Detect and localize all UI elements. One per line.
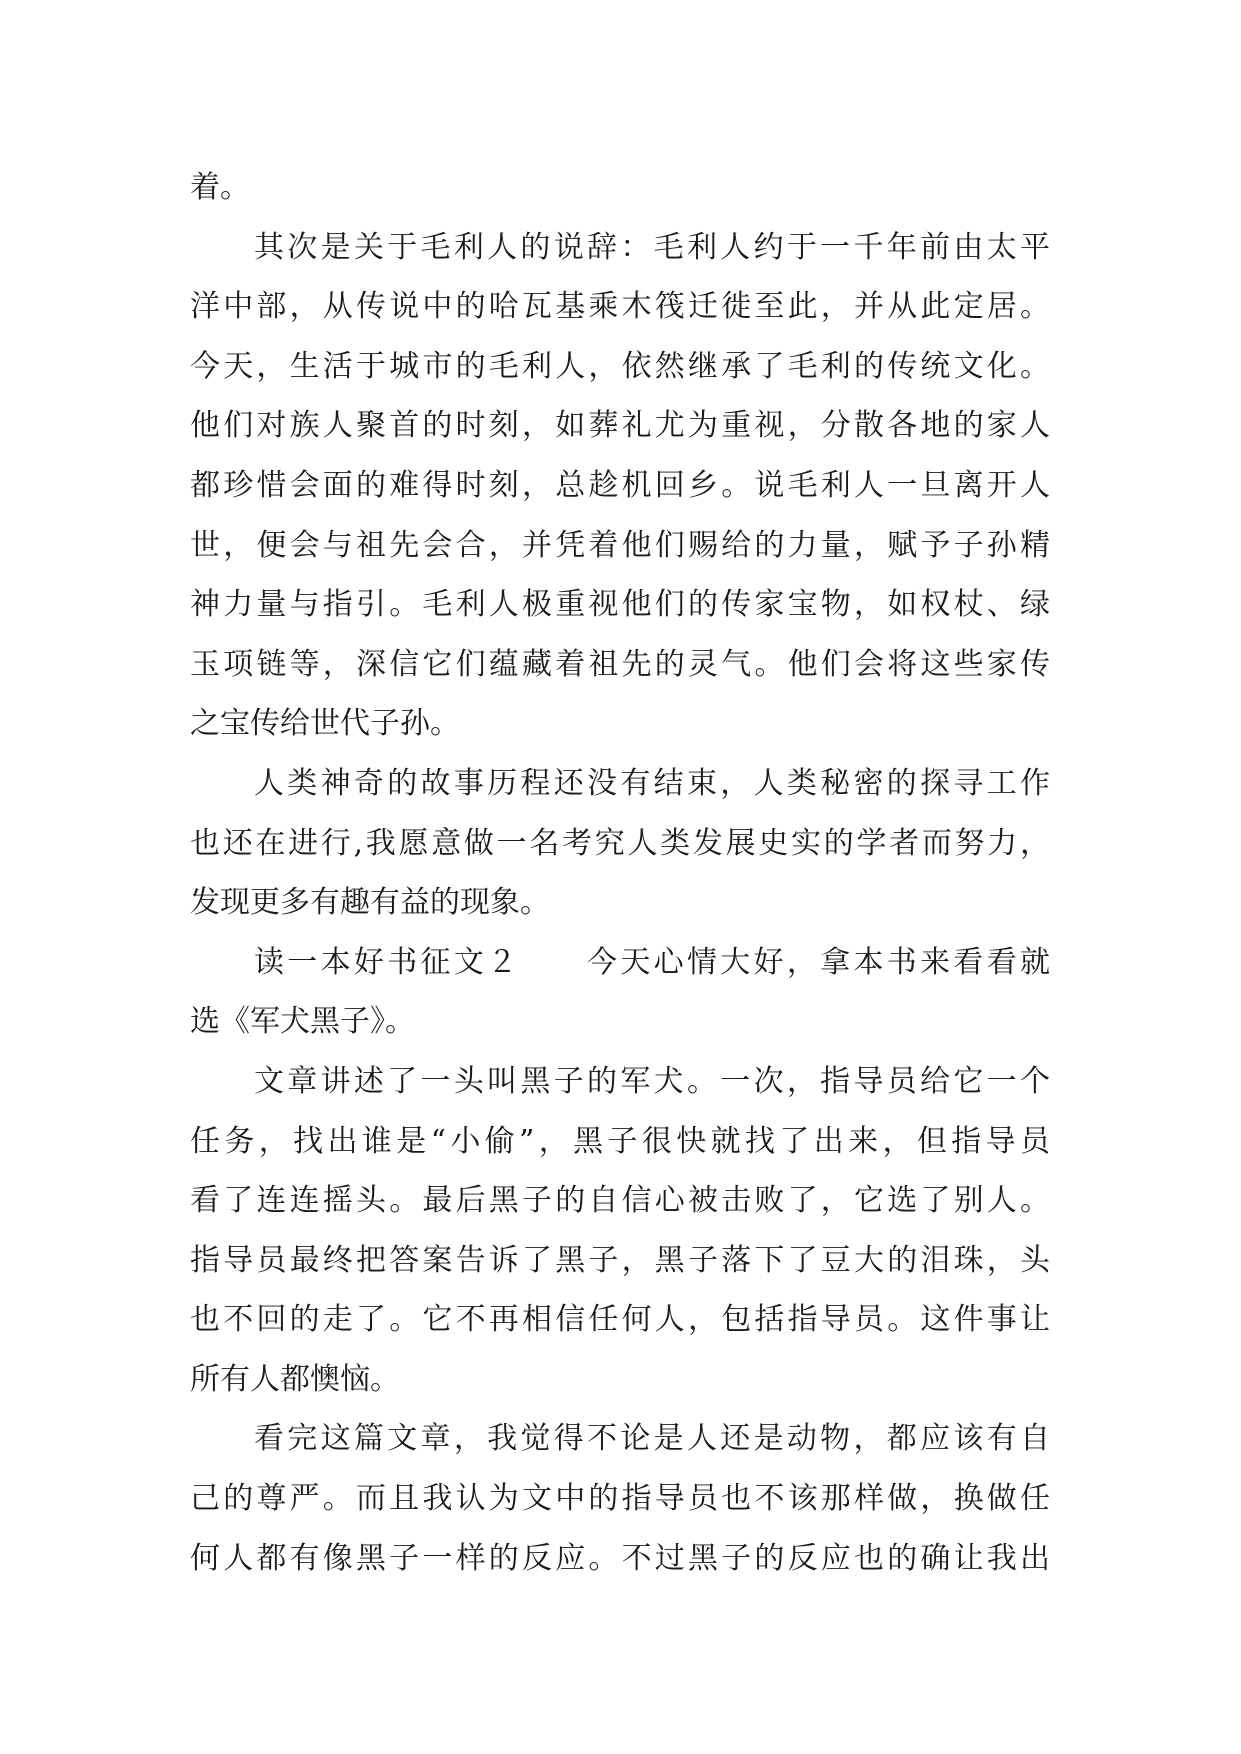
text-line: 之宝传给世代子孙。 xyxy=(190,706,460,742)
paragraph-first-line: 人类神奇的故事历程还没有结束，人类秘密的探寻工作 xyxy=(254,765,1050,801)
paragraph-first-line: 文章讲述了一头叫黑子的军犬。一次，指导员给它一个 xyxy=(254,1063,1050,1099)
paragraph-first-line: 其次是关于毛利人的说辞：毛利人约于一千年前由太平 xyxy=(254,229,1050,265)
text-line: 玉项链等，深信它们蕴藏着祖先的灵气。他们会将这些家传 xyxy=(190,646,1050,682)
paragraph-first-line: 看完这篇文章，我觉得不论是人还是动物，都应该有自 xyxy=(254,1421,1050,1457)
text-line: 今天，生活于城市的毛利人，依然继承了毛利的传统文化。 xyxy=(190,348,1050,384)
text-line: 选《军犬黑子》。 xyxy=(190,1004,415,1040)
text-line: 看了连连摇头。最后黑子的自信心被击败了，它选了别人。 xyxy=(190,1183,1050,1219)
text-line: 世，便会与祖先会合，并凭着他们赐给的力量，赋予子孙精 xyxy=(190,527,1050,563)
text-line: 任务，找出谁是“小偷”，黑子很快就找了出来，但指导员 xyxy=(190,1123,1050,1159)
text-line: 发现更多有趣有益的现象。 xyxy=(190,885,550,921)
essay-heading-line: 读一本好书征文２ 今天心情大好，拿本书来看看就 xyxy=(254,944,1050,980)
text-line: 着。 xyxy=(190,170,250,205)
text-line: 都珍惜会面的难得时刻，总趁机回乡。说毛利人一旦离开人 xyxy=(190,467,1050,503)
text-line: 所有人都懊恼。 xyxy=(190,1361,400,1397)
text-line: 洋中部，从传说中的哈瓦基乘木筏迁徙至此，并从此定居。 xyxy=(190,289,1050,325)
body-text xyxy=(190,158,1050,1588)
text-line: 指导员最终把答案告诉了黑子，黑子落下了豆大的泪珠，头 xyxy=(190,1242,1050,1278)
text-line: 他们对族人聚首的时刻，如葬礼尤为重视，分散各地的家人 xyxy=(190,408,1050,444)
text-line: 神力量与指引。毛利人极重视他们的传家宝物，如权杖、绿 xyxy=(190,587,1050,623)
text-line: 也不回的走了。它不再相信任何人，包括指导员。这件事让 xyxy=(190,1302,1050,1338)
text-line: 己的尊严。而且我认为文中的指导员也不该那样做，换做任 xyxy=(190,1481,1050,1517)
text-line: 也还在进行,我愿意做一名考究人类发展史实的学者而努力， xyxy=(190,825,1050,861)
text-line: 何人都有像黑子一样的反应。不过黑子的反应也的确让我出 xyxy=(190,1540,1050,1576)
